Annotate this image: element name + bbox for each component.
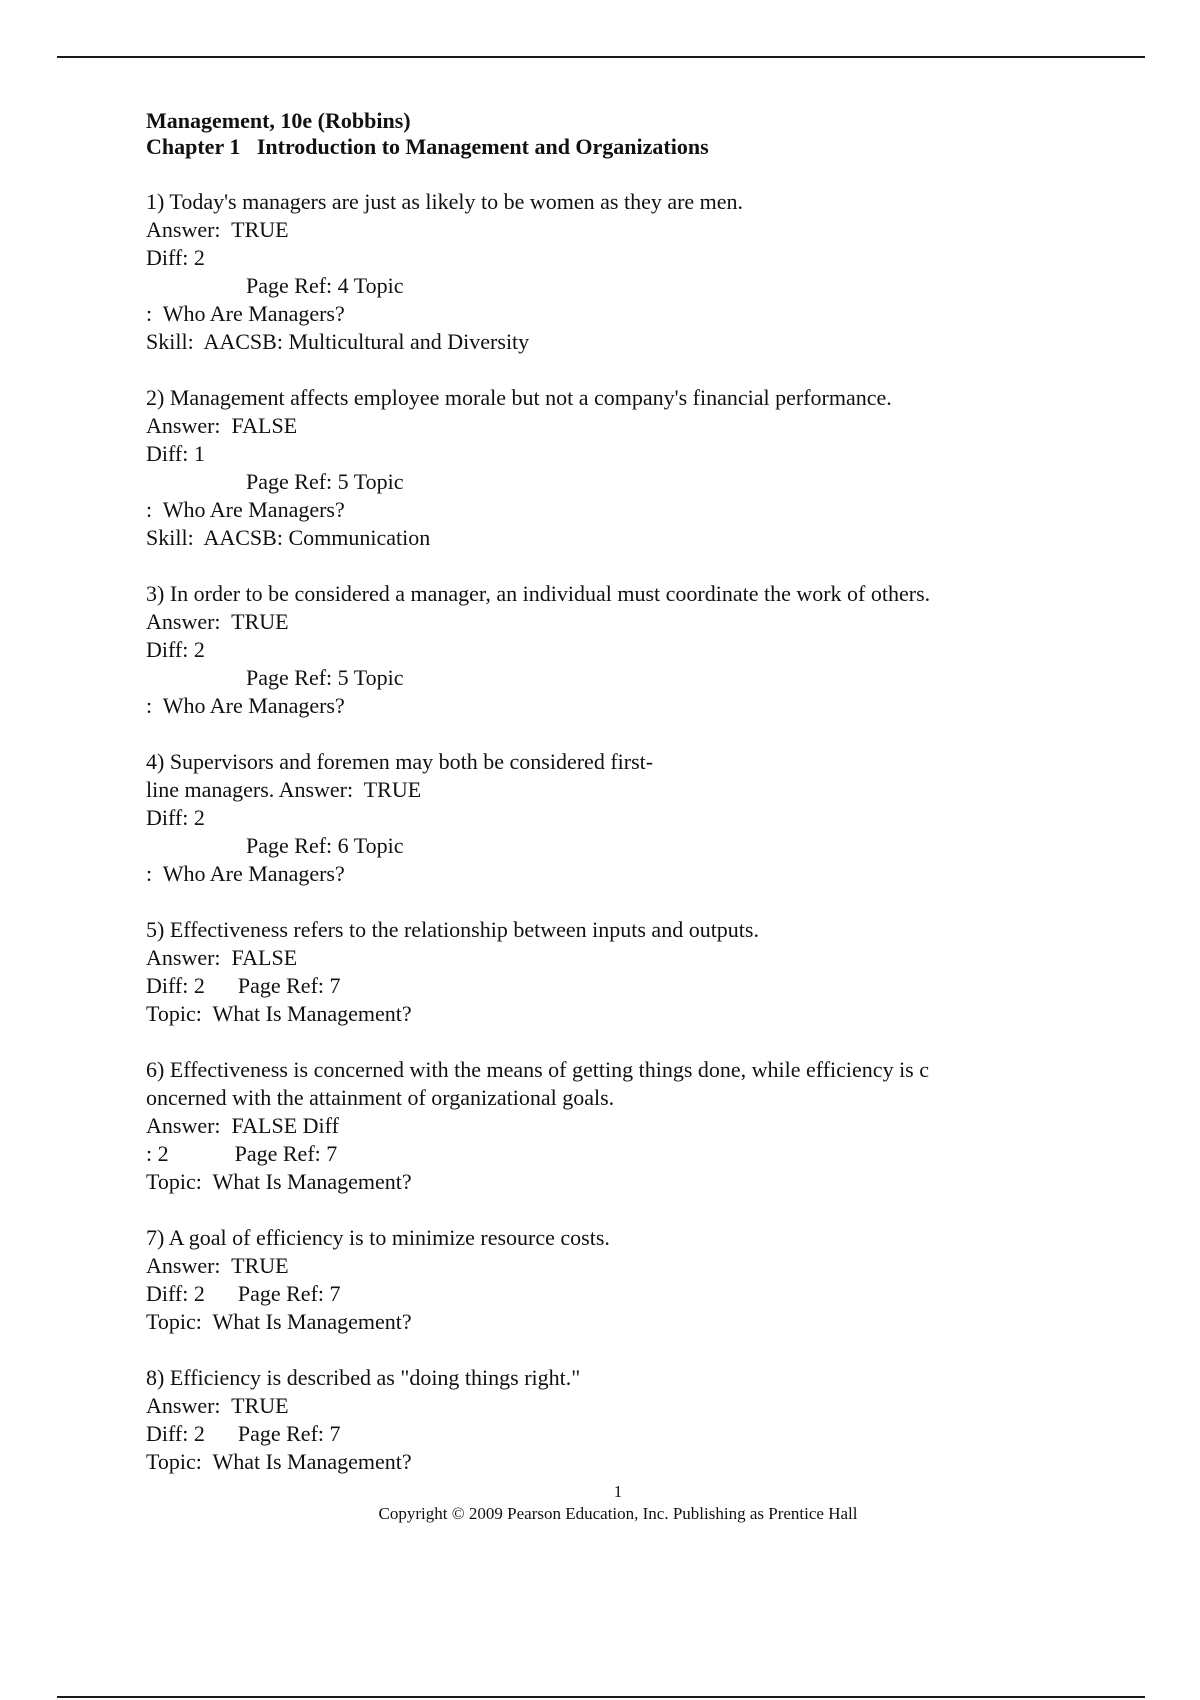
question-detail-line: Page Ref: 5 Topic: [246, 469, 404, 494]
question-detail-line: line managers. Answer: TRUE: [146, 777, 422, 802]
question-item: [146, 188, 1066, 356]
question-text: 2) Management affects employee morale but not a company's financial performance.: [146, 385, 892, 410]
question-detail-line: Diff: 2: [146, 637, 205, 662]
question-text: 7) A goal of efficiency is to minimize resource costs.: [146, 1225, 610, 1250]
question-detail-line: Answer: TRUE: [146, 1253, 289, 1278]
top-rule: [57, 56, 1145, 58]
question-detail-line: Skill: AACSB: Communication: [146, 525, 431, 550]
question-detail-line: Answer: FALSE Diff: [146, 1113, 339, 1138]
question-list: [146, 188, 1066, 1476]
question-item: [146, 1056, 1066, 1196]
chapter-title: Chapter 1 Introduction to Management and Organizations: [146, 134, 709, 159]
question-detail-line: : Who Are Managers?: [146, 861, 345, 886]
question-detail-line: Topic: What Is Management?: [146, 1001, 412, 1026]
question-detail-line: Page Ref: 5 Topic: [246, 665, 404, 690]
book-title: Management, 10e (Robbins): [146, 108, 411, 133]
question-item: [146, 1364, 1066, 1476]
question-detail-line: Diff: 2: [146, 805, 205, 830]
question-text: 1) Today's managers are just as likely to be women as they are men.: [146, 189, 744, 214]
question-detail-line: : Who Are Managers?: [146, 497, 345, 522]
question-text: 3) In order to be considered a manager, an individual must coordinate the work of others.: [146, 581, 931, 606]
bottom-rule: [57, 1696, 1145, 1698]
question-detail-line: Diff: 2: [146, 245, 205, 270]
document-page: [146, 108, 1066, 1476]
question-detail-line: Diff: 2 Page Ref: 7: [146, 973, 341, 998]
question-detail-line: Answer: FALSE: [146, 413, 298, 438]
question-text: 8) Efficiency is described as "doing things right.": [146, 1365, 581, 1390]
question-detail-line: : Who Are Managers?: [146, 693, 345, 718]
question-item: [146, 580, 1066, 720]
question-detail-line: Topic: What Is Management?: [146, 1309, 412, 1334]
question-detail-line: Skill: AACSB: Multicultural and Diversity: [146, 329, 530, 354]
question-detail-line: Answer: TRUE: [146, 609, 289, 634]
question-detail-line: : Who Are Managers?: [146, 301, 345, 326]
question-item: [146, 748, 1066, 888]
question-detail-line: Diff: 2 Page Ref: 7: [146, 1281, 341, 1306]
question-detail-line: Diff: 2 Page Ref: 7: [146, 1421, 341, 1446]
question-detail-line: Topic: What Is Management?: [146, 1169, 412, 1194]
question-text: 6) Effectiveness is concerned with the means of getting things done, while efficiency is c: [146, 1057, 930, 1082]
question-detail-line: Page Ref: 6 Topic: [246, 833, 404, 858]
question-detail-line: Answer: TRUE: [146, 1393, 289, 1418]
page-number: 1: [613, 1482, 623, 1501]
question-item: [146, 1224, 1066, 1336]
question-detail-line: Answer: TRUE: [146, 217, 289, 242]
question-detail-line: Answer: FALSE: [146, 945, 298, 970]
question-detail-line: Diff: 1: [146, 441, 205, 466]
question-detail-line: Topic: What Is Management?: [146, 1449, 412, 1474]
question-text: 4) Supervisors and foremen may both be considered first-: [146, 749, 654, 774]
question-item: [146, 916, 1066, 1028]
question-text: 5) Effectiveness refers to the relationship between inputs and outputs.: [146, 917, 759, 942]
question-detail-line: oncerned with the attainment of organizational goals.: [146, 1085, 615, 1110]
question-item: [146, 384, 1066, 552]
copyright-notice: Copyright © 2009 Pearson Education, Inc. Publishing as Prentice Hall: [378, 1504, 858, 1523]
question-detail-line: Page Ref: 4 Topic: [246, 273, 404, 298]
question-detail-line: : 2 Page Ref: 7: [146, 1141, 338, 1166]
